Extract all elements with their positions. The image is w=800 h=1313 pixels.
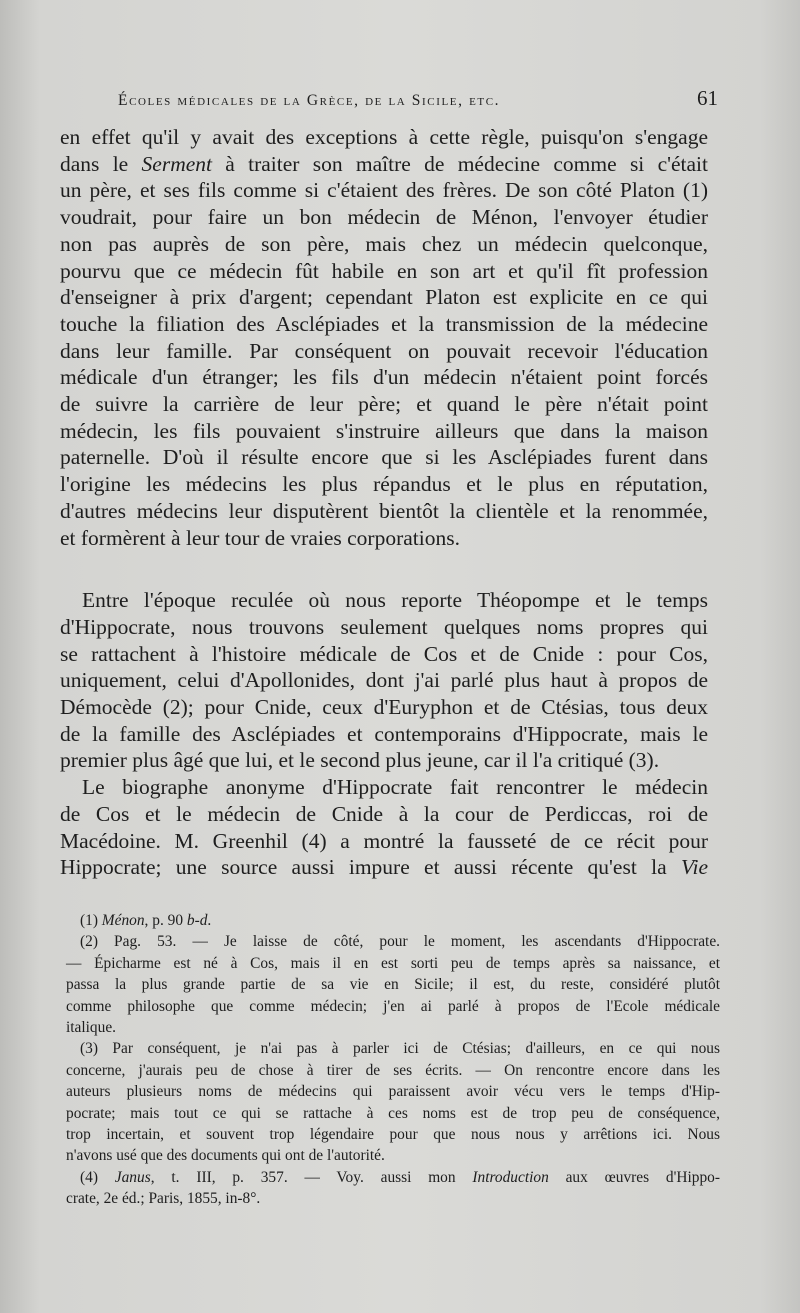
footnote-line: italique. [66,1019,117,1037]
running-title: Écoles médicales de la Grèce, de la Sicile, etc. [118,92,501,109]
italic-title: Serment [141,151,212,176]
footnote-line: (1) Ménon, p. 90 b-d. [80,912,212,929]
page-number: 61 [697,86,718,110]
footnote-line: (4) Janus, t. III, p. 357. — Voy. aussi mon Introduction aux œuvres d'Hippo- [80,1168,720,1186]
text-line: d'enseigner à prix d'argent; cependant Platon est explicite en ce qui [60,285,708,310]
body-text [60,124,708,881]
text-line: Le biographe anonyme d'Hippocrate fait rencontrer le médecin [82,775,708,800]
text-line: premier plus âgé que lui, et le second plus jeune, car il l'a critiqué (3). [60,748,660,773]
text-line: Entre l'époque reculée où nous reporte Théopompe et le temps [82,588,708,613]
page-header [118,88,718,118]
footnote-3 [66,1038,720,1166]
text-line: Macédoine. M. Greenhil (4) a montré la fausseté de ce récit pour [60,828,708,853]
text-line: voudrait, pour faire un bon médecin de Ménon, l'envoyer étudier [60,205,708,230]
footnote-4 [66,1167,720,1210]
footnote-line: crate, 2e éd.; Paris, 1855, in-8°. [66,1190,261,1208]
paragraph-2 [60,587,708,774]
text-line: de Cos et le médecin de Cnide à la cour de Perdiccas, roi de [60,801,708,826]
paragraph-1 [60,124,708,551]
text-line: et formèrent à leur tour de vraies corporations. [60,525,460,550]
text-line: uniquement, celui d'Apollonides, dont j'ai parlé plus haut à propos de [60,668,708,693]
footnote-line: — Épicharme est né à Cos, mais il en est sorti peu de temps après sa naissance, et [66,954,720,972]
footnote-line: (3) Par conséquent, je n'ai pas à parler ici de Ctésias; d'ailleurs, en ce qui nous [80,1040,720,1058]
text-line: médecin, les fils pouvaient s'instruire ailleurs que dans la maison [60,418,708,443]
text-line: non pas auprès de son père, mais chez un médecin quelconque, [60,231,708,256]
footnotes [66,910,720,1210]
paragraph-3 [60,774,708,881]
footnote-line: pocrate; mais tout ce qui se rattache à ces noms est de trop peu de conséquence, [66,1104,720,1122]
footnote-line: trop incertain, et souvent trop légendaire pour que nous nous y arrêtions ici. Nous [66,1126,720,1144]
footnote-line: comme philosophe que comme médecin; j'en ai parlé à propos de l'Ecole médicale [66,997,720,1015]
text-line: un père, et ses fils comme si c'étaient des frères. De son côté Platon (1) [60,178,708,203]
text-line: Hippocrate; une source aussi impure et aussi récente qu'est la Vie [60,855,708,880]
footnote-line: auteurs plusieurs noms de médecins qui paraissent avoir vécu vers le temps d'Hip- [66,1083,720,1101]
text-line: l'origine les médecins les plus répandus et le plus en réputation, [60,472,708,497]
text-line: touche la filiation des Asclépiades et la transmission de la médecine [60,311,708,336]
text-line: d'autres médecins leur disputèrent bientôt la clientèle et la renommée, [60,498,708,523]
footnote-2 [66,931,720,1038]
text-line: pourvu que ce médecin fût habile en son art et qu'il fît profession [60,258,708,283]
footnote-line: passa la plus grande partie de sa vie en Sicile; il est, du reste, considéré plutôt [66,976,720,994]
text-line: dans le Serment à traiter son maître de médecine comme si c'était [60,151,708,176]
text-line: en effet qu'il y avait des exceptions à cette règle, puisqu'on s'engage [60,125,708,149]
text-line: de la famille des Asclépiades et contemporains d'Hippocrate, mais le [60,721,708,746]
text-line: paternelle. D'où il résulte encore que si les Asclépiades furent dans [60,445,708,470]
text-line: d'Hippocrate, nous trouvons seulement quelques noms propres qui [60,614,708,639]
text-line: Démocède (2); pour Cnide, ceux d'Euryphon et de Ctésias, tous deux [60,695,708,720]
footnote-line: (2) Pag. 53. — Je laisse de côté, pour le moment, les ascendants d'Hippocrate. [80,933,720,951]
footnote-1 [80,910,720,931]
italic-title: Vie [680,855,708,880]
footnote-line: n'avons usé que des documents qui ont de l'autorité. [66,1147,385,1165]
text-line: de suivre la carrière de leur père; et quand le père n'était point [60,392,708,417]
footnote-line: concerne, j'aurais peu de chose à tirer de ses écrits. — On rencontre encore dans les [66,1061,720,1079]
text-line: dans leur famille. Par conséquent on pouvait recevoir l'éducation [60,338,708,363]
text-line: se rattachent à l'histoire médicale de Cos et de Cnide : pour Cos, [60,641,708,666]
text-line: médicale d'un étranger; les fils d'un médecin n'étaient point forcés [60,365,708,390]
